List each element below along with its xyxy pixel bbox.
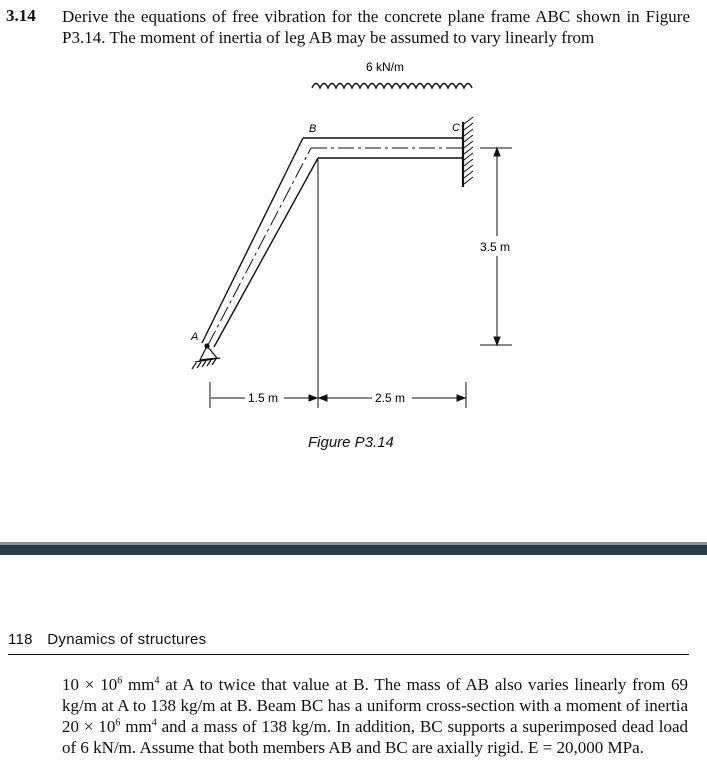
problem-text: Derive the equations of free vibration for the concrete plane frame ABC shown in Figure P3.14. The moment of inertia of leg AB may be assumed to vary linearly from: [62, 7, 690, 47]
page-number: 118: [8, 631, 33, 648]
problem-number: 3.14: [6, 6, 36, 25]
label-a: A: [191, 331, 199, 343]
label-c: C: [452, 122, 460, 134]
dimension-label-vertical: 3.5 m: [480, 240, 511, 254]
pin-support-a: [192, 344, 220, 369]
page-break-divider: [0, 545, 707, 555]
running-title: Dynamics of structures: [47, 631, 207, 648]
label-b: B: [309, 123, 317, 135]
distributed-load-symbol: [312, 84, 472, 89]
continuation-paragraph: $10 \times 10^6$ $mm^4$ at A to twice that value at B. The mass of AB also varies linearly from 69 kg/m at A to 138 kg/m at B. Beam BC has a uniform cross-section with a moment of inertia $20 \times 10^6$ $mm^4$ and a mass of 138 kg/m. In addition, BC supports a superimposed dead load of 6 kN/m. Assume that both members AB and BC are axially rigid. E = 20,000 MPa.: [62, 675, 689, 757]
header-rule: [8, 654, 689, 655]
load-label: 6 kN/m: [366, 60, 405, 74]
dimension-label-1: 1.5 m: [248, 391, 279, 405]
dimension-label-2: 2.5 m: [375, 391, 406, 405]
figure-caption: Figure P3.14: [308, 434, 394, 451]
continuation-text: [62, 674, 688, 758]
page-header: [8, 631, 206, 648]
fixed-support-c: [463, 117, 473, 187]
leg-ab: [202, 138, 318, 347]
beam-bc: [303, 138, 462, 158]
